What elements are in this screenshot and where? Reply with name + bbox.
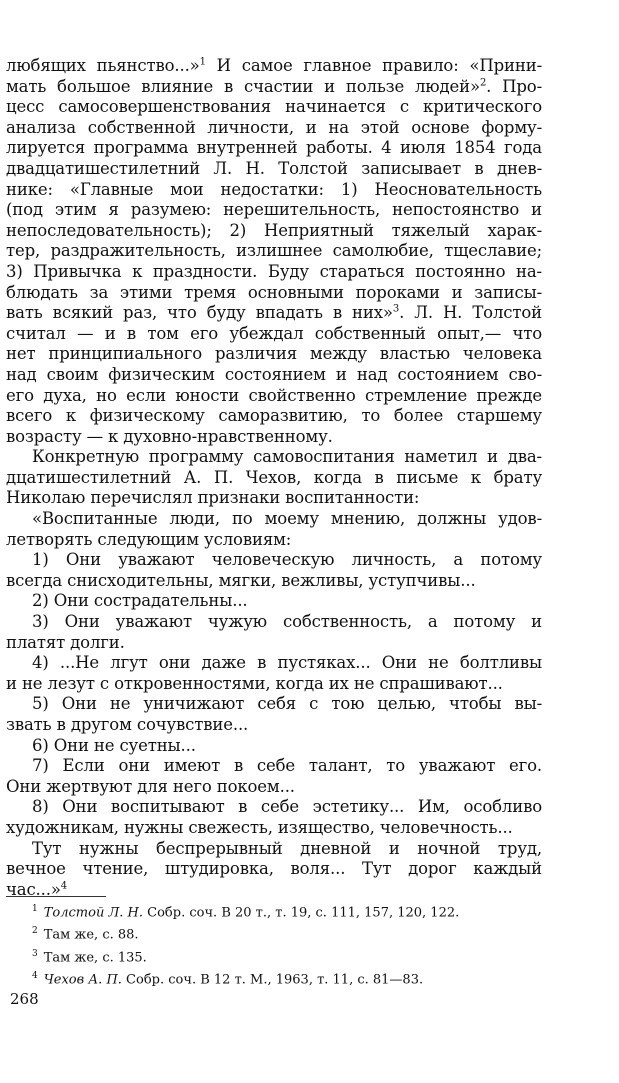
text-line: [6, 818, 542, 839]
text-line: [6, 612, 542, 633]
line-text: летворять следующим условиям:: [6, 529, 292, 549]
footnote-text: Собр. соч. В 20 т., т. 19, с. 111, 157, 120, 122.: [143, 905, 460, 921]
line-text: вечное чтение, штудировка, воля... Тут дорог каждый: [6, 859, 542, 879]
footnote-author: Чехов А. П.: [43, 972, 122, 988]
text-line: [6, 736, 542, 757]
text-line: [6, 530, 542, 551]
text-line: [6, 283, 542, 304]
text-line: [6, 56, 542, 77]
line-text: его духа, но если юности свойственно стремление прежде: [6, 385, 542, 405]
text-line: [6, 674, 542, 695]
text-line: [6, 118, 542, 139]
body-text: [6, 56, 542, 900]
line-text: 6) Они не суетны...: [32, 735, 196, 755]
text-line: [6, 447, 542, 468]
footnote-reference: 3: [392, 303, 400, 315]
text-line: [6, 715, 542, 736]
text-line: [6, 694, 542, 715]
text-line: [6, 859, 542, 880]
text-line: [6, 509, 542, 530]
text-line: [6, 365, 542, 386]
line-text: час...»: [6, 879, 61, 899]
text-line: [6, 180, 542, 201]
line-text: 8) Они воспитывают в себе эстетику... Им, особливо: [32, 797, 542, 817]
text-line: [6, 550, 542, 571]
line-text: считал — и в том его убеждал собственный опыт,— что: [6, 323, 542, 343]
line-text: любящих пьянство...»: [6, 56, 200, 75]
footnote: [6, 945, 542, 967]
line-tail-text: И самое главное правило: «Прини-: [205, 56, 542, 75]
line-tail-text: . Л. Н. Толстой: [399, 303, 542, 323]
line-text: платят долги.: [6, 632, 125, 652]
line-text: «Воспитанные люди, по моему мнению, должны удов-: [32, 509, 542, 529]
line-tail-text: . Про-: [486, 76, 542, 96]
text-line: [6, 777, 542, 798]
text-line: [6, 839, 542, 860]
line-text: звать в другом сочувствие...: [6, 715, 249, 734]
line-text: Конкретную программу самовоспитания наметил и два-: [32, 447, 542, 467]
footnote: [6, 922, 542, 944]
page-number: 268: [10, 990, 39, 1008]
line-text: 4) ...Не лгут они даже в пустяках... Они не болтливы: [32, 653, 542, 673]
text-line: [6, 303, 542, 324]
footnotes: [6, 892, 542, 989]
line-text: 2) Они сострадательны...: [32, 591, 248, 611]
text-line: [6, 756, 542, 777]
line-text: всегда снисходительны, мягки, вежливы, уступчивы...: [6, 570, 476, 590]
text-line: [6, 427, 542, 448]
line-text: нет принципиального различия между властью человека: [6, 344, 542, 364]
text-line: [6, 406, 542, 427]
line-text: Тут нужны беспрерывный дневной и ночной труд,: [32, 838, 542, 858]
text-line: [6, 653, 542, 674]
footnote-text: Там же, с. 88.: [43, 927, 139, 943]
footnote-number: 4: [32, 970, 38, 981]
text-line: [6, 344, 542, 365]
footnote: [6, 900, 542, 922]
line-text: всего к физическому саморазвитию, то более старшему: [6, 406, 542, 426]
line-text: (под этим я разумею: нерешительность, непостоянство и: [6, 200, 542, 220]
line-text: и не лезут с откровенностями, когда их не спрашивают...: [6, 673, 503, 693]
footnote-reference: 4: [60, 880, 67, 892]
line-text: 3) Они уважают чужую собственность, а потому и: [32, 612, 542, 632]
footnote-number: 1: [32, 904, 38, 914]
line-text: тер, раздражительность, излишнее самолюбие, тщеславие;: [6, 241, 542, 261]
line-text: двадцатишестилетний Л. Н. Толстой записывает в днев-: [6, 158, 542, 178]
line-text: 3) Привычка к праздности. Буду стараться постоянно на-: [6, 261, 542, 281]
line-text: Николаю перечислял признаки воспитанности:: [6, 488, 420, 508]
line-text: нике: «Главные мои недостатки: 1) Неосновательность: [6, 179, 542, 199]
text-line: [6, 797, 542, 818]
text-line: [6, 633, 542, 654]
text-line: [6, 241, 542, 262]
footnote-text: Там же, с. 135.: [43, 949, 147, 965]
footnote-reference: 2: [479, 77, 487, 89]
text-line: [6, 262, 542, 283]
line-text: анализа собственной личности, и на этой основе форму-: [6, 117, 542, 137]
line-text: блюдать за этими тремя основными пороками и записы-: [6, 282, 542, 302]
footnote-author: Толстой Л. Н.: [43, 905, 144, 921]
text-line: [6, 488, 542, 509]
footnote-number: 2: [32, 926, 38, 937]
line-text: мать большое влияние в счастии и пользе людей»: [6, 76, 480, 96]
line-text: возрасту — к духовно-нравственному.: [6, 426, 333, 446]
line-text: дцатишестилетний А. П. Чехов, когда в письме к брату: [6, 467, 542, 487]
text-line: [6, 468, 542, 489]
line-text: Они жертвуют для него покоем...: [6, 776, 295, 796]
line-text: художникам, нужны свежесть, изящество, человечность...: [6, 817, 513, 837]
text-line: [6, 386, 542, 407]
text-line: [6, 77, 542, 98]
text-line: [6, 571, 542, 592]
text-line: [6, 324, 542, 345]
text-line: [6, 591, 542, 612]
text-line: [6, 221, 542, 242]
text-line: [6, 159, 542, 180]
footnote-number: 3: [32, 948, 38, 959]
line-text: 7) Если они имеют в себе талант, то уважают его.: [32, 756, 542, 776]
line-text: вать всякий раз, что буду впадать в них»: [6, 303, 393, 323]
text-line: [6, 97, 542, 118]
line-text: цесс самосовершенствования начинается с критического: [6, 97, 542, 117]
footnote: [6, 967, 542, 989]
line-text: непоследовательность); 2) Неприятный тяжелый харак-: [6, 220, 542, 240]
line-text: 5) Они не уничижают себя с тою целью, чтобы вы-: [32, 694, 542, 714]
line-text: 1) Они уважают человеческую личность, а потому: [32, 550, 542, 570]
footnote-reference: 1: [199, 56, 206, 68]
line-text: лируется программа внутренней работы. 4 июля 1854 года: [6, 138, 542, 158]
line-text: над своим физическим состоянием и над состоянием сво-: [6, 364, 542, 384]
text-line: [6, 138, 542, 159]
footnote-text: Собр. соч. В 12 т. М., 1963, т. 11, с. 81—83.: [121, 972, 424, 988]
text-line: [6, 200, 542, 221]
